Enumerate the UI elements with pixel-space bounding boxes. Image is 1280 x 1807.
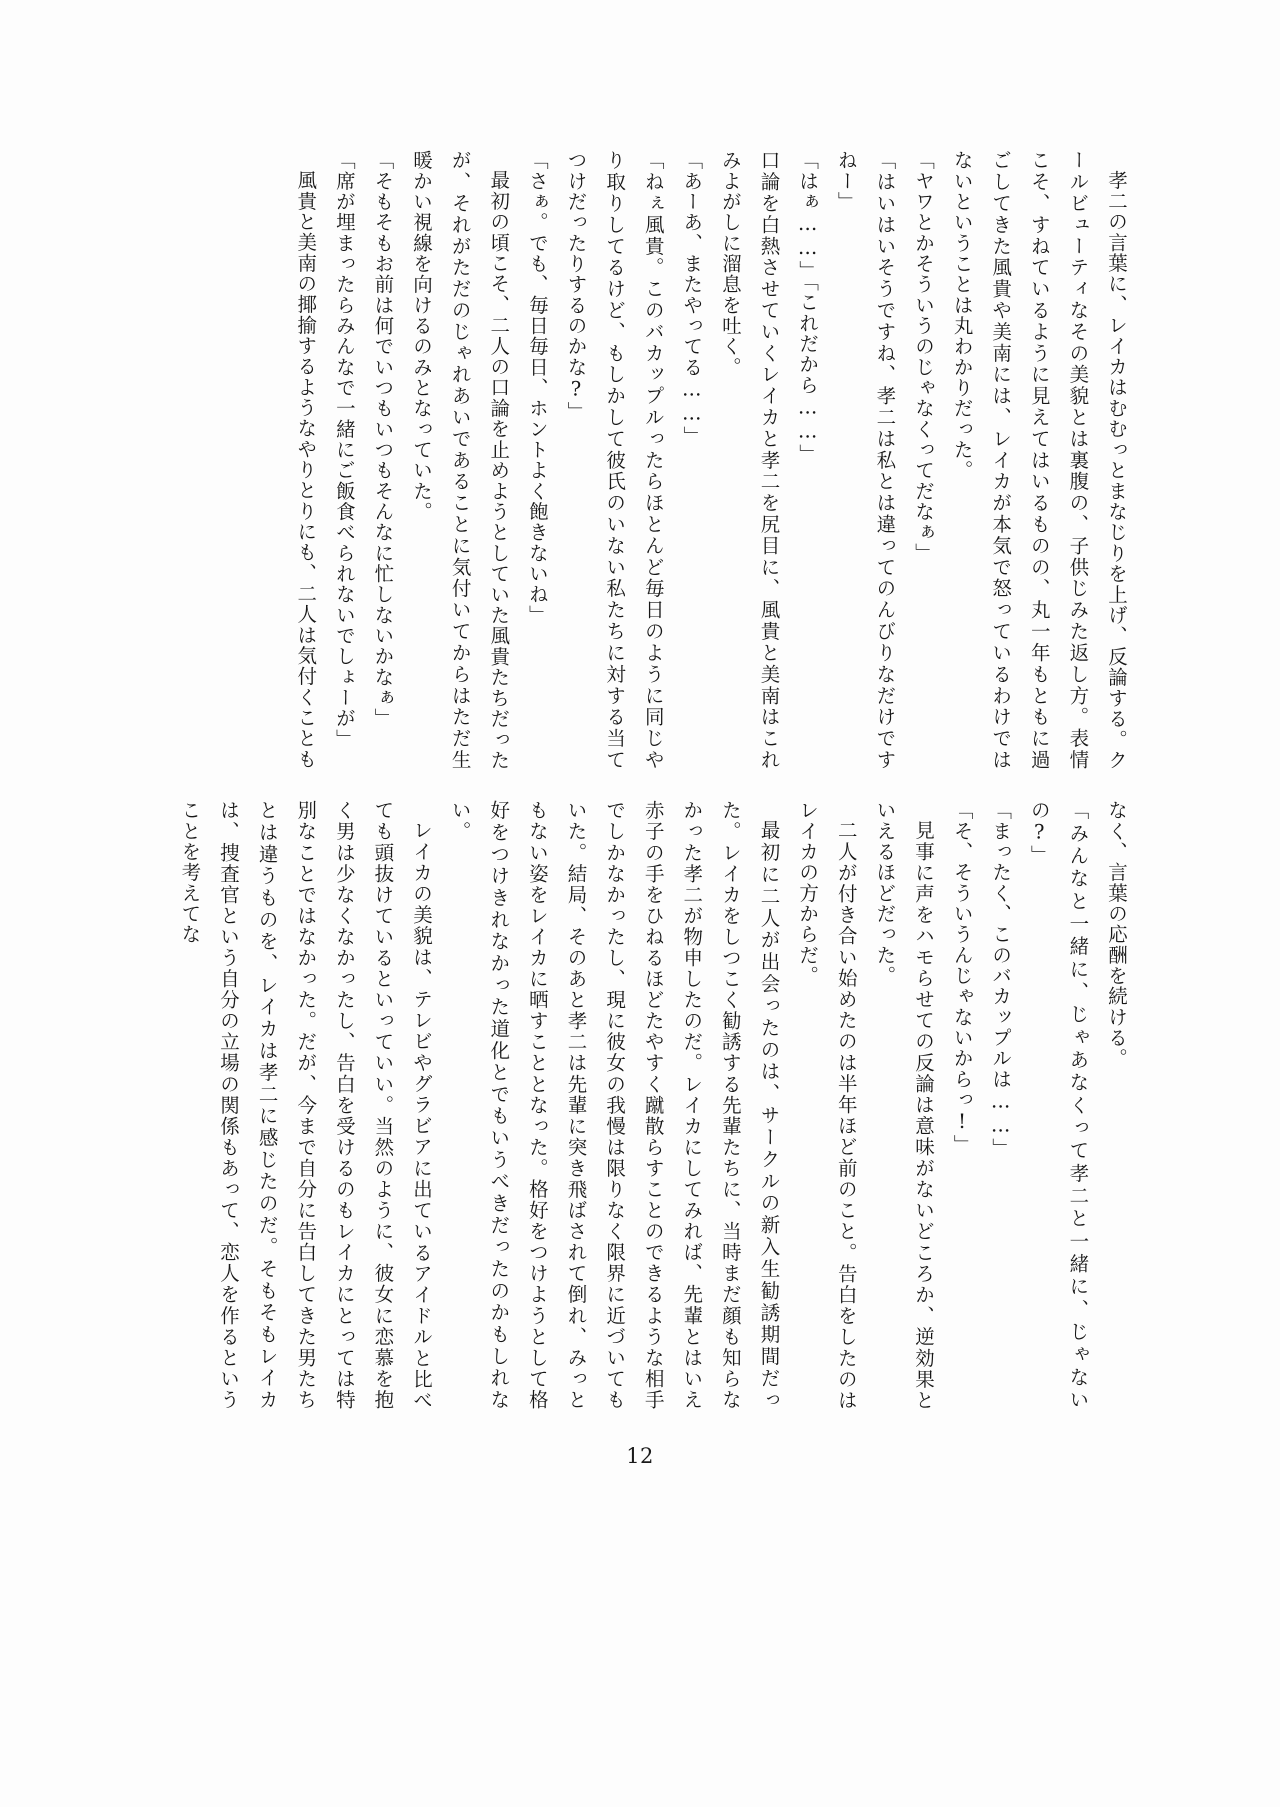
paragraph: 二人が付き合い始めたのは半年ほど前のこと。告白をしたのはレイカの方からだ。: [796, 800, 858, 1410]
paragraph: 「そ、そういうんじゃないからっ!」: [950, 800, 974, 1155]
paragraph: 「みんなと一緒に、じゃあなくって孝二と一緒に、じゃないの?」: [1027, 800, 1090, 1410]
paragraph: 口論を白熱させていくレイカと孝二を尻目に、風貴と美南はこれみよがしに溜息を吐く。: [718, 150, 781, 770]
paragraph: 「はぁ……」「これだから……」: [796, 150, 820, 465]
paragraph: 「席が埋まったらみんなで一緒にご飯食べられないでしょーが」: [332, 150, 356, 750]
paragraph: 「さぁ。でも、毎日毎日、ホントよく飽きないね」: [525, 150, 549, 626]
paragraph: なく、言葉の応酬を続ける。: [1105, 800, 1128, 1069]
text-column-block-top: [135, 150, 1135, 770]
paragraph: 「まったく、このバカップルは……」: [989, 800, 1013, 1159]
paragraph: 見事に声をハモらせての反論は意味がないどころか、逆効果といえるほどだった。: [873, 800, 935, 1410]
paragraph: レイカの美貌は、テレビやグラビアに出ているアイドルと比べても頭抜けているといっていい。当然のように、彼女に恋慕を抱く男は少なくなかったし、告白を受けるのもレイカにとっては特別なことではなかった。だが、今まで自分に告白してきた男たちとは違うものを、レイカは孝二に感じたのだ。そもそもレイカは、捜査官という自分の立場の関係もあって、恋人を作るということを考えてな: [178, 800, 434, 1410]
paragraph: 「ねぇ風貴。このバカップルったらほとんど毎日のように同じやり取りしてるけど、もしかして彼氏のいない私たちに対する当てつけだったりするのかな?」: [564, 150, 665, 770]
paragraph: 「はいはいそうですね、孝二は私とは違ってのんびりなだけですねー」: [834, 150, 897, 770]
paragraph: 最初の頃こそ、二人の口論を止めようとしていた風貴たちだったが、それがただのじゃれあいであることに気付いてからはただ生暖かい視線を向けるのみとなっていた。: [410, 150, 511, 770]
paragraph: 「そもそもお前は何でいつもいつもそんなに忙しないかなぁ」: [371, 150, 395, 729]
paragraph: 「あーあ、またやってる……」: [680, 150, 704, 447]
paragraph: 風貴と美南の揶揄するようなやりとりにも、二人は気付くことも: [294, 169, 318, 769]
text-column-block-bottom: [178, 800, 1135, 1410]
paragraph: 孝二の言葉に、レイカはむむっとまなじりを上げ、反論する。クールビューティなその美貌とは裏腹の、子供じみた返し方。表情こそ、すねているように見えてはいるものの、丸一年もともに過ごしてきた風貴や美南には、レイカが本気で怒っているわけではないということは丸わかりだった。: [950, 150, 1128, 770]
paragraph: 「ヤワとかそういうのじゃなくってだなぁ」: [911, 150, 935, 564]
page-number: 12: [626, 1444, 654, 1468]
paragraph: 最初に二人が出会ったのは、サークルの新入生勧誘期間だった。レイカをしつこく勧誘する先輩たちに、当時まだ顔も知らなかった孝二が物申したのだ。レイカにしてみれば、先輩とはいえ赤子の手をひねるほどたやすく蹴散らすことのできるような相手でしかなかったし、現に彼女の我慢は限りなく限界に近づいてもいた。結局、そのあと孝二は先輩に突き飛ばされて倒れ、みっともない姿をレイカに晒すこととなった。格好をつけようとして格好をつけきれなかった道化とでもいうべきだったのかもしれない。: [448, 800, 781, 1410]
